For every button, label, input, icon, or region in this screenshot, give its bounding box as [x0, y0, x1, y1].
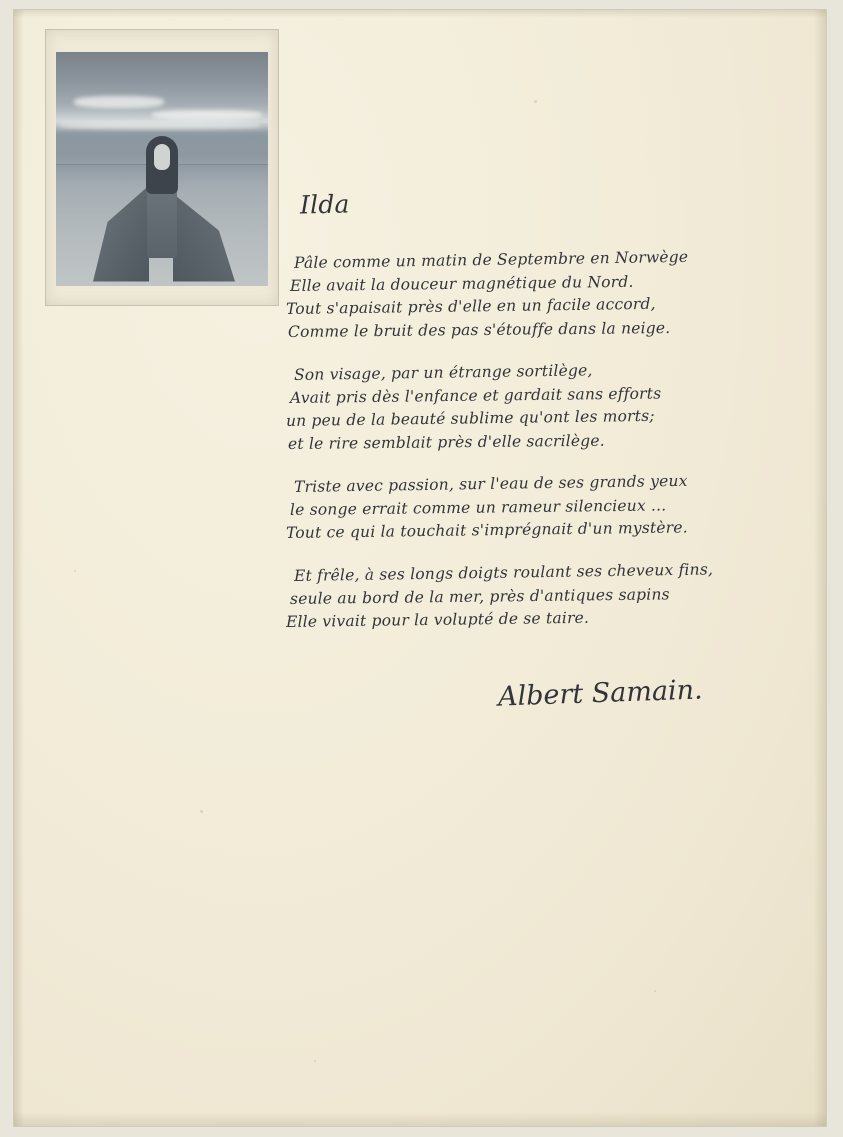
print-image [56, 52, 268, 286]
foxing-spot [74, 570, 76, 572]
figure-face [154, 144, 170, 170]
stanza [278, 560, 748, 634]
poem-line: Comme le bruit des pas s'étouffe dans la neige. [287, 318, 671, 341]
poem-line: Triste avec passion, sur l'eau de ses grands yeux [293, 471, 688, 496]
cloud-shape [152, 110, 262, 120]
poem-line: le songe errait comme un rameur silencieux ... [289, 496, 667, 519]
cloud-shape [74, 96, 164, 108]
poem-line: Elle avait la douceur magnétique du Nord. [289, 272, 634, 295]
foxing-spot [200, 810, 203, 813]
poem-body [278, 247, 748, 654]
poem-line: Son visage, par un étrange sortilège, [293, 361, 593, 384]
paper-edge-top [14, 10, 826, 18]
cloak-right [173, 194, 235, 282]
stanza [278, 247, 748, 344]
page-title: Ilda [299, 189, 350, 220]
foxing-spot [534, 100, 537, 103]
paper-edge-left [14, 10, 24, 1126]
stanza [278, 471, 748, 545]
author-signature: Albert Samain. [497, 674, 704, 713]
poem-line: et le rire semblait près d'elle sacrilège. [287, 431, 605, 453]
poem-line: Elle vivait pour la volupté de se taire. [285, 608, 590, 631]
poem-line: seule au bord de la mer, près d'antiques sapins [289, 585, 670, 608]
paper-edge-bottom [14, 1112, 826, 1126]
cloaked-figure [87, 132, 237, 282]
foxing-spot [314, 1060, 316, 1062]
poem-line: Tout s'apaisait près d'elle en un facile accord, [285, 294, 656, 318]
foxing-spot [654, 990, 656, 992]
stanza [278, 361, 748, 456]
cloud-shape [60, 122, 260, 129]
etching-print [46, 30, 278, 305]
poem-line: Avait pris dès l'enfance et gardait sans efforts [289, 384, 662, 407]
poem-line: Pâle comme un matin de Septembre en Norwège [293, 247, 689, 272]
cloak-left [93, 186, 149, 282]
poem-line: Tout ce qui la touchait s'imprégnait d'un mystère. [285, 518, 688, 542]
paper-edge-right [814, 10, 826, 1126]
poem-line: Et frêle, à ses longs doigts roulant ses cheveux fins, [293, 560, 714, 585]
poem-line: un peu de la beauté sublime qu'ont les morts; [285, 406, 655, 430]
